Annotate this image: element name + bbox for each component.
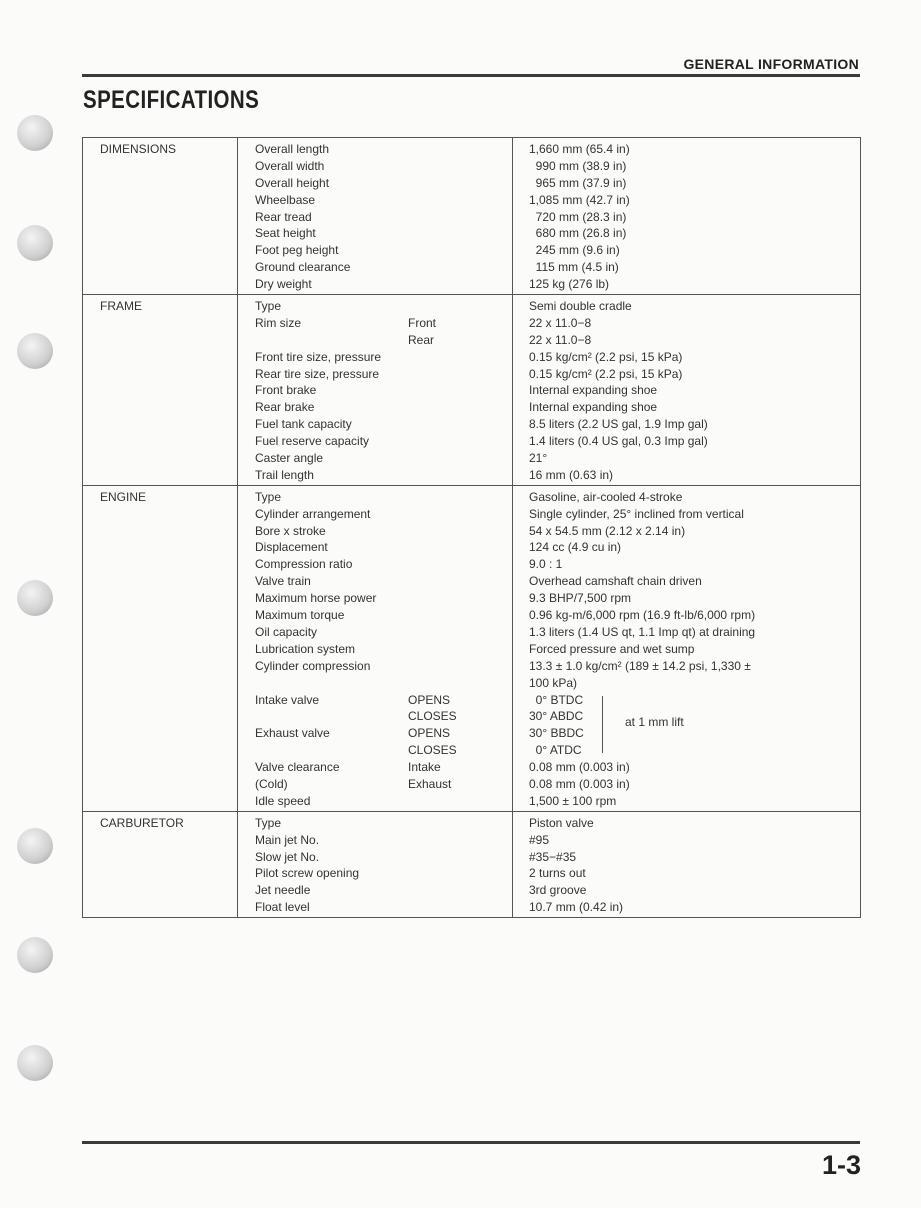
item-value: 10.7 mm (0.42 in) [529, 900, 624, 915]
item-label: (Cold) [255, 776, 288, 791]
item-value: #35−#35 [529, 849, 577, 864]
item-label: Jet needle [255, 883, 311, 898]
item-sublabel: CLOSES [408, 709, 457, 724]
category-label: FRAME [83, 295, 238, 485]
item-value: 965 mm (37.9 in) [529, 175, 627, 190]
value-column [513, 486, 860, 811]
category-label: CARBURETOR [83, 812, 238, 917]
item-label: Lubrication system [255, 641, 356, 656]
item-label: Rear tire size, pressure [255, 366, 380, 381]
item-label: Front tire size, pressure [255, 349, 382, 364]
item-label: Oil capacity [255, 624, 318, 639]
item-value: Single cylinder, 25° inclined from vertical [529, 506, 744, 521]
punch-hole [17, 580, 53, 616]
item-value: Semi double cradle [529, 299, 632, 314]
punch-hole [17, 115, 53, 151]
item-row [255, 416, 512, 433]
item-value: 245 mm (9.6 in) [529, 243, 620, 258]
item-value: 0° ATDC [529, 743, 582, 758]
item-row [255, 573, 512, 590]
item-value: 1,660 mm (65.4 in) [529, 142, 630, 156]
item-row [255, 641, 512, 658]
item-row [255, 175, 512, 192]
item-label: Bore x stroke [255, 523, 326, 538]
item-row [255, 433, 512, 450]
item-sublabel: OPENS [408, 692, 451, 707]
item-value: Forced pressure and wet sump [529, 641, 695, 656]
item-label: Idle speed [255, 793, 311, 808]
item-row [255, 242, 512, 259]
item-value: Overhead camshaft chain driven [529, 574, 702, 589]
item-value: 720 mm (28.3 in) [529, 209, 627, 224]
value-column [513, 295, 860, 485]
item-row [255, 776, 512, 793]
item-row [255, 506, 512, 523]
item-row [255, 450, 512, 467]
item-label: Rear tread [255, 209, 312, 224]
item-sublabel: CLOSES [408, 743, 457, 758]
item-value: 22 x 11.0−8 [529, 315, 592, 330]
category-label: ENGINE [83, 486, 238, 811]
item-sublabel: Front [408, 315, 437, 330]
item-value: 0.08 mm (0.003 in) [529, 776, 630, 791]
item-label: Fuel reserve capacity [255, 434, 370, 449]
item-value: Piston valve [529, 815, 594, 830]
item-row [255, 742, 512, 759]
item-row [255, 899, 512, 916]
item-label: Ground clearance [255, 260, 351, 275]
item-column [238, 486, 513, 811]
item-label: Cylinder compression [255, 658, 371, 673]
bracket [597, 696, 603, 754]
item-label: Overall height [255, 175, 330, 190]
item-label: Exhaust valve [255, 726, 330, 741]
item-value: Internal expanding shoe [529, 400, 658, 415]
item-row [255, 192, 512, 209]
item-value: 54 x 54.5 mm (2.12 x 2.14 in) [529, 523, 686, 538]
item-label: Cylinder arrangement [255, 506, 371, 521]
item-row [255, 624, 512, 641]
item-sublabel: Exhaust [408, 776, 452, 791]
item-value: Gasoline, air-cooled 4-stroke [529, 489, 683, 504]
item-row [255, 276, 512, 293]
item-row [255, 708, 512, 725]
item-value: 100 kPa) [529, 675, 578, 690]
item-label: Displacement [255, 540, 328, 555]
item-row [255, 849, 512, 866]
item-label: Valve train [255, 574, 311, 589]
item-label: Front brake [255, 383, 317, 398]
item-row [255, 366, 512, 383]
item-label: Foot peg height [255, 243, 339, 258]
item-value: 124 cc (4.9 cu in) [529, 540, 622, 555]
item-label: Overall length [255, 142, 330, 156]
item-value: 3rd groove [529, 883, 587, 898]
item-value: 30° BBDC [529, 726, 584, 741]
page-number: 1-3 [821, 1150, 861, 1180]
item-row [255, 315, 512, 332]
item-label: Caster angle [255, 451, 324, 466]
item-sublabel: OPENS [408, 726, 451, 741]
punch-hole [17, 225, 53, 261]
item-row [255, 539, 512, 556]
item-row [255, 467, 512, 484]
item-value: 0.96 kg-m/6,000 rpm (16.9 ft-lb/6,000 rpm) [529, 608, 756, 623]
item-row [255, 882, 512, 899]
item-value: 0.15 kg/cm² (2.2 psi, 15 kPa) [529, 366, 683, 381]
item-sublabel: Intake [408, 760, 441, 775]
value-column [513, 138, 860, 294]
item-label: Maximum horse power [255, 591, 377, 606]
item-label: Trail length [255, 467, 314, 482]
item-value: 9.0 : 1 [529, 557, 563, 572]
item-value: #95 [529, 832, 550, 847]
punch-hole [17, 333, 53, 369]
item-row [255, 523, 512, 540]
item-row [255, 815, 512, 832]
item-value: 0.08 mm (0.003 in) [529, 760, 630, 775]
item-row [255, 865, 512, 882]
punch-hole [17, 937, 53, 973]
item-label: Intake valve [255, 692, 320, 707]
item-value: 115 mm (4.5 in) [529, 260, 619, 275]
spec-section-frame [83, 294, 860, 485]
item-value: 0° BTDC [529, 692, 584, 707]
item-label: Type [255, 815, 282, 830]
item-row [255, 658, 512, 675]
footer-rule [82, 1141, 860, 1144]
item-row [255, 759, 512, 776]
item-value: 16 mm (0.63 in) [529, 467, 614, 482]
item-label: Maximum torque [255, 608, 345, 623]
item-label: Rear brake [255, 400, 315, 415]
item-label: Type [255, 299, 282, 314]
item-label: Slow jet No. [255, 849, 320, 864]
item-value: 0.15 kg/cm² (2.2 psi, 15 kPa) [529, 349, 683, 364]
category-label: DIMENSIONS [83, 138, 238, 294]
item-row [255, 793, 512, 810]
item-row [255, 382, 512, 399]
item-value: 990 mm (38.9 in) [529, 158, 627, 173]
item-value: 1.4 liters (0.4 US gal, 0.3 Imp gal) [529, 434, 708, 449]
valve-timing-note: at 1 mm lift [625, 714, 684, 729]
item-value: 2 turns out [529, 866, 586, 881]
item-row [255, 298, 512, 315]
item-value: 9.3 BHP/7,500 rpm [529, 591, 632, 606]
item-value: 680 mm (26.8 in) [529, 226, 627, 241]
item-row [255, 556, 512, 573]
item-value: 125 kg (276 lb) [529, 277, 610, 292]
header-rule [82, 74, 860, 77]
item-row [255, 141, 512, 158]
section-header: GENERAL INFORMATION [683, 56, 859, 72]
item-row [255, 332, 512, 349]
item-row [255, 225, 512, 242]
item-row [255, 832, 512, 849]
item-row [255, 399, 512, 416]
item-value: 21° [529, 451, 548, 466]
item-row [255, 607, 512, 624]
item-row [255, 158, 512, 175]
item-row [255, 489, 512, 506]
item-label: Rim size [255, 315, 302, 330]
punch-hole [17, 828, 53, 864]
punch-hole [17, 1045, 53, 1081]
item-column [238, 812, 513, 917]
item-value: 8.5 liters (2.2 US gal, 1.9 Imp gal) [529, 417, 708, 432]
spec-section-carburetor [83, 811, 860, 917]
item-row [255, 259, 512, 276]
item-label: Float level [255, 900, 310, 915]
item-column [238, 295, 513, 485]
page-title: SPECIFICATIONS [83, 86, 260, 114]
item-label: Pilot screw opening [255, 866, 360, 881]
item-row [255, 725, 512, 742]
item-label: Valve clearance [255, 760, 340, 775]
item-column [238, 138, 513, 294]
item-row [255, 692, 512, 709]
item-value: 30° ABDC [529, 709, 584, 724]
item-value: Internal expanding shoe [529, 383, 658, 398]
item-row [255, 590, 512, 607]
item-value: 1.3 liters (1.4 US qt, 1.1 Imp qt) at draining [529, 624, 756, 639]
item-sublabel: Rear [408, 332, 435, 347]
value-column [513, 812, 860, 917]
item-label: Fuel tank capacity [255, 417, 352, 432]
item-label: Wheelbase [255, 192, 316, 207]
item-row [255, 209, 512, 226]
item-label: Dry weight [255, 277, 312, 292]
spec-section-engine [83, 485, 860, 811]
item-label: Overall width [255, 158, 325, 173]
item-value: 1,500 ± 100 rpm [529, 793, 617, 808]
item-row [255, 349, 512, 366]
item-label: Compression ratio [255, 557, 353, 572]
item-label: Type [255, 489, 282, 504]
item-label: Seat height [255, 226, 316, 241]
item-label: Main jet No. [255, 832, 320, 847]
item-row [255, 675, 512, 692]
item-value: 13.3 ± 1.0 kg/cm² (189 ± 14.2 psi, 1,330 ± [529, 658, 751, 673]
item-value: 22 x 11.0−8 [529, 332, 592, 347]
item-value: 1,085 mm (42.7 in) [529, 192, 630, 207]
spec-table [82, 137, 861, 918]
spec-section-dimensions [83, 138, 860, 294]
